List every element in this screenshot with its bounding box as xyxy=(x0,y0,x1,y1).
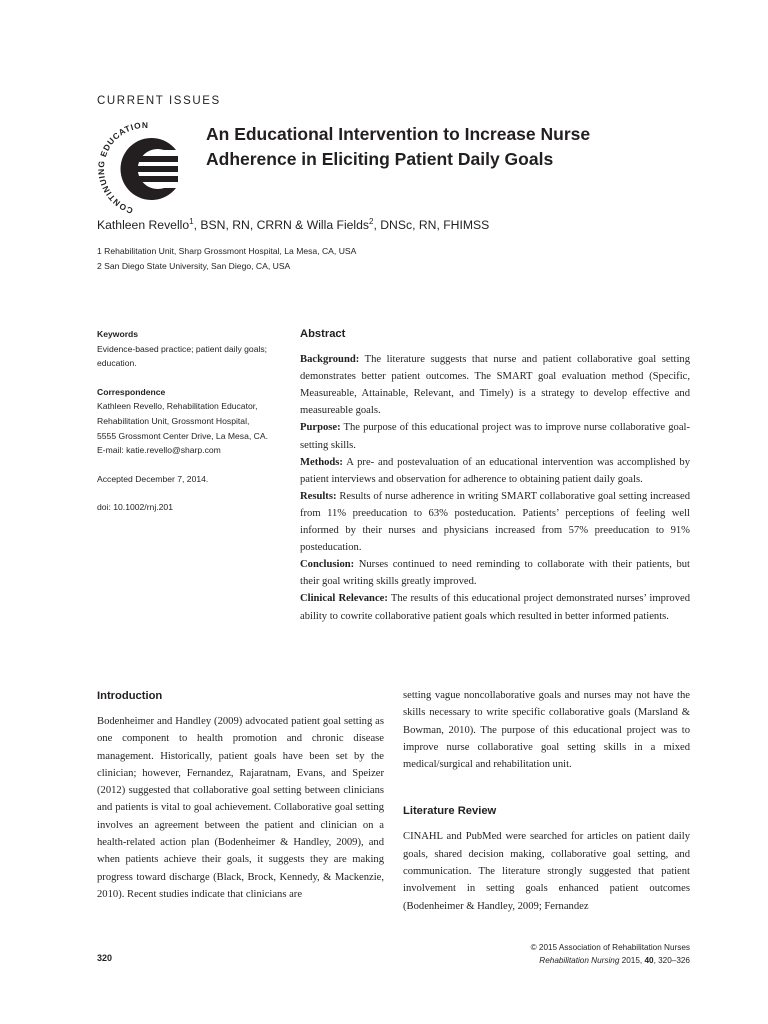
title-line-1: An Educational Intervention to Increase Nurse xyxy=(206,124,591,144)
correspondence-heading: Correspondence xyxy=(97,386,166,397)
keywords-line-1: Evidence-based practice; patient daily goals; xyxy=(97,343,268,354)
abstract xyxy=(300,326,690,625)
body-column-right xyxy=(403,687,690,915)
literature-review-heading: Literature Review xyxy=(403,805,497,818)
citation-line xyxy=(531,954,690,967)
affiliation-2: 2 San Diego State University, San Diego, CA, USA xyxy=(97,261,291,271)
article-sidebar xyxy=(97,327,287,515)
methods-label: Methods: xyxy=(300,456,343,468)
author-2-credentials: , DNSc, RN, FHIMSS xyxy=(373,218,490,233)
affiliation-1: 1 Rehabilitation Unit, Sharp Grossmont Hospital, La Mesa, CA, USA xyxy=(97,246,357,256)
purpose-label: Purpose: xyxy=(300,422,341,434)
purpose-text: The purpose of this educational project was to improve nurse collaborative goal-setting skills. xyxy=(300,422,690,451)
results-text: Results of nurse adherence in writing SMART collaborative goal setting increased from 11% preeducation to 63% posteducation. Patients’ perceptions of feeling well informed by their nurses and physicians increased from 57% preeducation to 91% posteducation. xyxy=(300,490,690,554)
background-text: The literature suggests that nurse and patient collaborative goal setting demonstrates better patient outcomes. The SMART goal evaluation method (Specific, Measureable, Attainable, Relevant, and Timely) is a strategy to develop effective and measureable goals. xyxy=(300,354,690,417)
keywords-heading: Keywords xyxy=(97,329,139,339)
relevance-text: The results of this educational project demonstrated nurses’ improved ability to cowrite collaborative patient goals which resulted in better informed patients. xyxy=(300,593,690,622)
methods-text: A pre- and postevaluation of an educational intervention was accomplished by patient interviews and observation for adherence to obtaining patient daily goals. xyxy=(300,456,690,485)
author-1-credentials: , BSN, RN, CRRN & xyxy=(193,218,307,233)
doi[interactable]: doi: 10.1002/rnj.201 xyxy=(97,502,173,513)
author-list xyxy=(97,217,489,232)
journal-year: 2015, xyxy=(619,956,645,965)
continuing-education-logo xyxy=(96,120,194,218)
author-2-name: Willa Fields xyxy=(306,218,370,233)
results-label: Results: xyxy=(300,490,337,502)
relevance-label: Clinical Relevance: xyxy=(300,593,388,605)
continuing-education-logo-icon xyxy=(96,120,194,218)
abstract-purpose xyxy=(300,419,690,453)
abstract-results xyxy=(300,488,690,556)
introduction-heading: Introduction xyxy=(97,690,163,702)
abstract-relevance xyxy=(300,590,690,624)
literature-review-text: CINAHL and PubMed were searched for articles on patient daily goals, shared decision making, collaborative goal setting, and communication. The literature strongly suggested that patient involvement in setting goals enhanced patient outcomes (Bodenheimer & Handley, 2009; Fernandez xyxy=(403,831,690,912)
conclusion-label: Conclusion: xyxy=(300,559,355,571)
correspondence-line-3: 5555 Grossmont Center Drive, La Mesa, CA. xyxy=(97,430,268,441)
article-title xyxy=(206,122,676,172)
page-number: 320 xyxy=(97,953,113,963)
journal-volume: 40 xyxy=(644,956,654,965)
correspondence-line-2: Rehabilitation Unit, Grossmont Hospital, xyxy=(97,415,250,426)
journal-pages: , 320–326 xyxy=(653,956,690,965)
background-label: Background: xyxy=(300,354,360,366)
body-column-left xyxy=(97,689,384,903)
abstract-heading: Abstract xyxy=(300,328,346,340)
journal-footer xyxy=(531,941,690,967)
accepted-date: Accepted December 7, 2014. xyxy=(97,473,209,484)
copyright-notice: © 2015 Association of Rehabilitation Nurses xyxy=(530,943,690,952)
author-1-affil-mark: 1 xyxy=(189,217,194,226)
abstract-background xyxy=(300,351,690,419)
introduction-text: Bodenheimer and Handley (2009) advocated patient goal setting as one component to health promotion and chronic disease management. Historically, patient goals have been set by the clinician; however, Fernandez, Rajaratnam, Evans, and Speizer (2012) suggested that collaborative goal setting between clinicians and patients is vital to goal achievement. Collaborative goal setting involves an agreement between the patient and clinician on a health-related action plan (Bodenheimer & Handley, 2009), and when patients achieve their goals, it suggests they are making progress toward discharge (Black, Brock, Kennedy, & Mackenzie, 2010). Recent studies indicate that clinicians are xyxy=(97,716,384,900)
correspondence-line-1: Kathleen Revello, Rehabilitation Educator, xyxy=(97,401,258,412)
section-label: CURRENT ISSUES xyxy=(97,95,221,107)
correspondence-email[interactable]: E-mail: katie.revello@sharp.com xyxy=(97,445,221,456)
logo-ring-text: CONTINUING EDUCATION xyxy=(96,120,149,216)
conclusion-text: Nurses continued to need reminding to collaborate with their patients, but their goal writing skills greatly improved. xyxy=(300,559,690,588)
author-2-affil-mark: 2 xyxy=(369,217,374,226)
abstract-conclusion xyxy=(300,556,690,590)
keywords-line-2: education. xyxy=(97,358,137,369)
abstract-methods xyxy=(300,454,690,488)
column-2-continuation: setting vague noncollaborative goals and nurses may not have the skills necessary to write specific collaborative goals (Marsland & Bowman, 2010). The purpose of this educational project was to improve nurse collaborative goal setting skills in a mixed medical/surgical and rehabilitation unit. xyxy=(403,690,690,771)
author-1-name: Kathleen Revello xyxy=(97,218,190,233)
title-line-2: Adherence in Eliciting Patient Daily Goals xyxy=(206,149,554,169)
journal-name: Rehabilitation Nursing xyxy=(539,956,620,965)
